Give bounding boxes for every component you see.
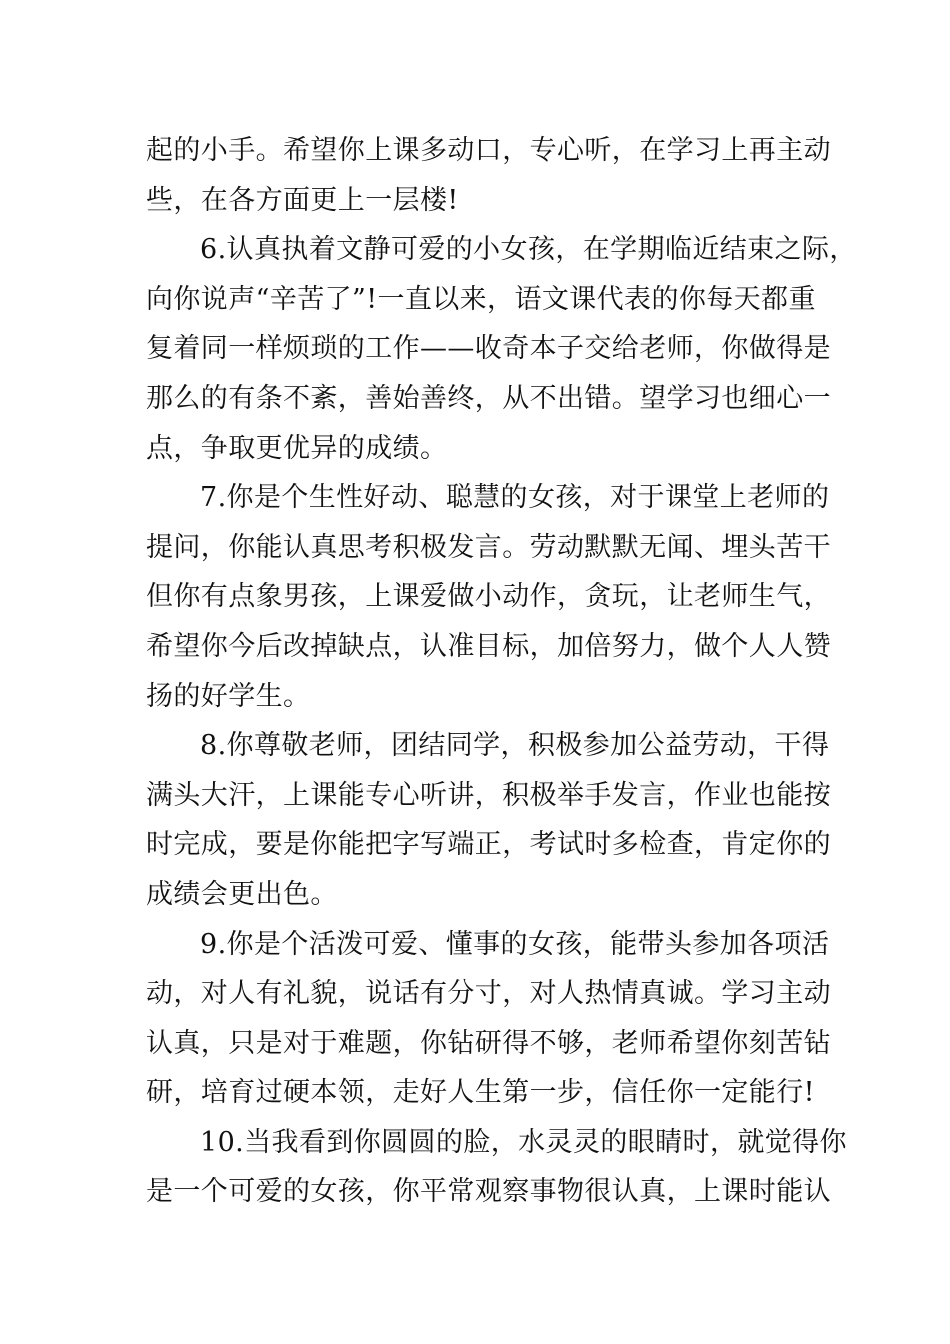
text-line: 10.当我看到你圆圆的脸，水灵灵的眼睛时，就觉得你 (200, 1126, 847, 1158)
text-line: 扬的好学生。 (146, 680, 311, 712)
text-line: 动，对人有礼貌，说话有分寸，对人热情真诚。学习主动 (146, 978, 831, 1010)
text-line: 满头大汗，上课能专心听讲，积极举手发言，作业也能按 (146, 779, 831, 811)
text-line: 6.认真执着文静可爱的小女孩，在学期临近结束之际， (200, 234, 857, 266)
text-line: 起的小手。希望你上课多动口，专心听，在学习上再主动 (146, 135, 831, 166)
text-line: 但你有点象男孩，上课爱做小动作，贪玩，让老师生气， (146, 581, 831, 613)
document-body (146, 126, 857, 1217)
paragraph-continuation (146, 126, 831, 225)
text-line: 7.你是个生性好动、聪慧的女孩，对于课堂上老师的 (200, 482, 830, 514)
text-line: 那么的有条不紊，善始善终，从不出错。望学习也细心一 (146, 382, 831, 414)
text-line: 点，争取更优异的成绩。 (146, 432, 448, 464)
paragraph-8 (146, 721, 831, 919)
text-line: 些，在各方面更上一层楼! (146, 184, 459, 216)
text-line: 复着同一样烦琐的工作——收奇本子交给老师，你做得是 (146, 333, 831, 365)
text-line: 认真，只是对于难题，你钻研得不够，老师希望你刻苦钻 (146, 1027, 831, 1059)
text-line: 8.你尊敬老师，团结同学，积极参加公益劳动，干得 (200, 730, 830, 762)
text-line: 成绩会更出色。 (146, 878, 338, 910)
text-line: 9.你是个活泼可爱、懂事的女孩，能带头参加各项活 (200, 928, 830, 960)
paragraph-10 (146, 1118, 847, 1217)
paragraph-6 (146, 225, 857, 473)
text-line: 是一个可爱的女孩，你平常观察事物很认真，上课时能认 (146, 1176, 831, 1208)
paragraph-9 (146, 920, 831, 1118)
text-line: 希望你今后改掉缺点，认准目标，加倍努力，做个人人赞 (146, 630, 831, 662)
text-line: 向你说声“辛苦了”!一直以来，语文课代表的你每天都重 (146, 283, 816, 315)
text-line: 时完成，要是你能把字写端正，考试时多检查，肯定你的 (146, 829, 831, 861)
paragraph-7 (146, 473, 831, 721)
text-line: 研，培育过硬本领，走好人生第一步，信任你一定能行! (146, 1077, 815, 1109)
text-line: 提问，你能认真思考积极发言。劳动默默无闻、埋头苦干 (146, 531, 831, 563)
